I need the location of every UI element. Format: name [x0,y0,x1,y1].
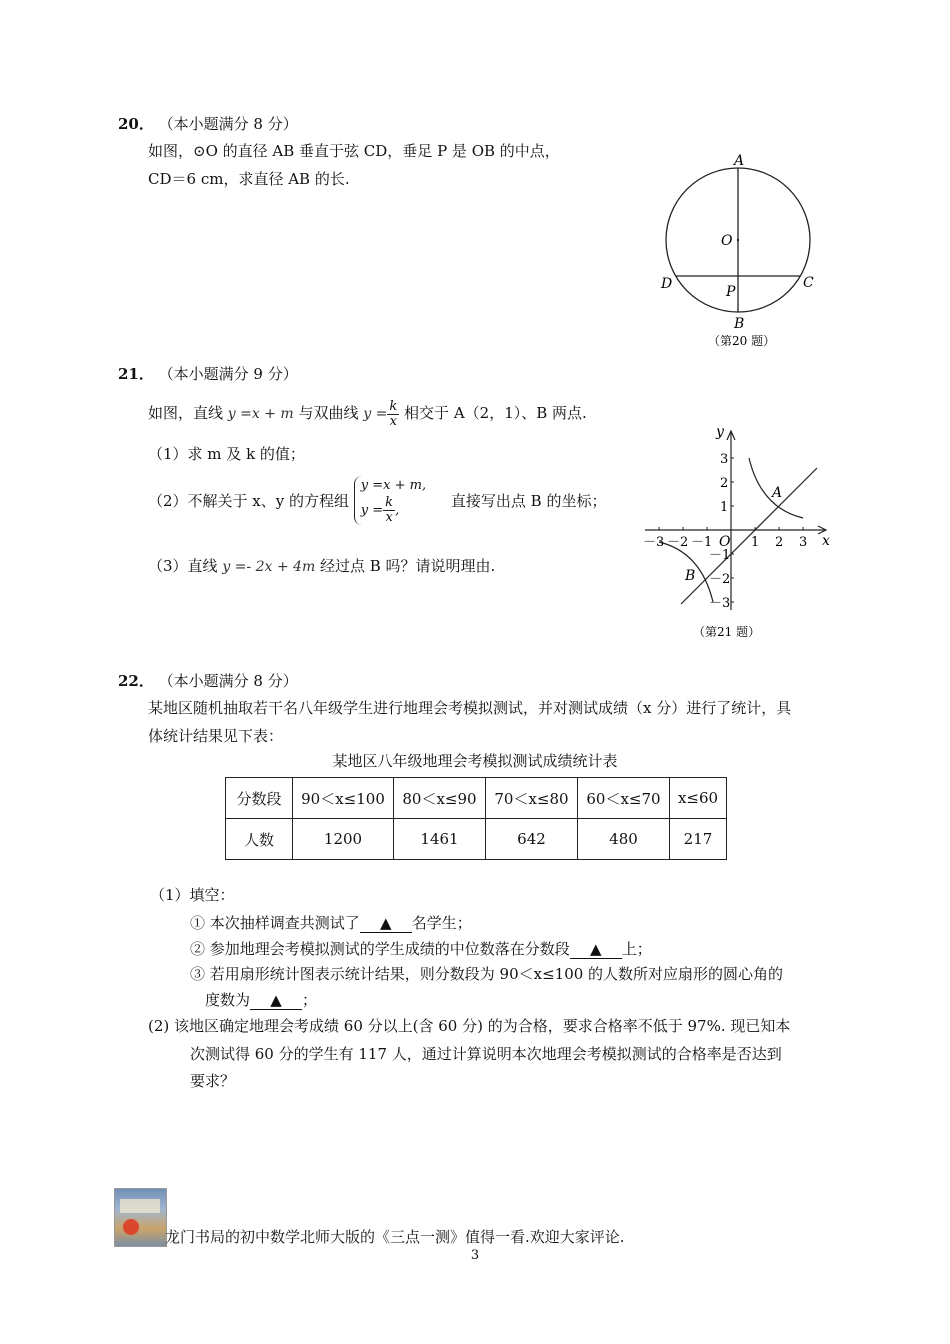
q21-intro-suffix: 相交于 A（2，1）、B 两点. [404,404,587,422]
point-B-label: B [685,568,696,584]
q22-part1-a-prefix: ① 本次抽样调查共测试了 [190,914,360,932]
y-tick-1: 1 [720,500,729,515]
q21-part2 [148,476,606,525]
table-cell: 人数 [226,819,293,860]
system-line2 [361,496,426,525]
q20-number: 20． [118,115,154,133]
score-statistics-table [225,777,727,860]
q22-part1-c-line1: ③ 若用扇形统计图表示统计结果，则分数段为 90＜x≤100 的人数所对应扇形的圆心角的 [190,965,784,983]
q20-text-line2: CD＝6 cm，求直径 AB 的长. [148,170,350,188]
q21-caption: （第21 题） [693,625,761,639]
q22-score: （本小题满分 8 分） [158,672,298,690]
q22-intro-line2: 体统计结果见下表： [148,727,284,745]
x-tick-2: 2 [775,535,784,550]
origin-label: O [719,534,731,550]
q22-number: 22． [118,672,154,690]
q20-score: （本小题满分 8 分） [158,115,298,133]
table-row [226,819,727,860]
q22-part1-b-prefix: ② 参加地理会考模拟测试的学生成绩的中位数落在分数段 [190,940,570,958]
q22-part2-line1: (2) 该地区确定地理会考成绩 60 分以上(含 60 分) 的为合格，要求合格率不低于 97%. 现已知本 [148,1017,791,1035]
x-tick-1: 1 [751,535,760,550]
q21-hyperbola-fraction [387,400,399,429]
table-header-cell: x≤60 [670,778,727,819]
point-A-label: A [772,485,783,501]
system-line2-tail: , [395,503,400,518]
q21-part3 [148,552,495,581]
q21-header [118,363,298,384]
q22-header [118,670,298,691]
q21-intro-mid: 与双曲线 [298,404,359,422]
y-axis-label: y [716,424,724,440]
q22-part1-a-suffix: 名学生； [411,914,472,932]
system-line2-fraction [383,496,395,525]
q22-part1-c-suffix: ； [302,991,318,1009]
q21-part2-suffix: 直接写出点 B 的坐标； [450,492,607,510]
answer-blank[interactable]: ▲ [250,991,302,1010]
q20-header [118,113,298,134]
x-tick-3: 3 [799,535,808,550]
table-header-row [226,778,727,819]
fraction-denominator: x [385,510,393,525]
q22-part1-c-line2 [205,986,317,1014]
answer-blank[interactable]: ▲ [360,914,412,933]
x-tick-neg3: －3 [643,535,665,550]
q22-part1-c-prefix: 度数为 [205,991,251,1009]
label-B: B [734,316,745,332]
book-cover-image [114,1188,167,1247]
x-tick-neg2: －2 [667,535,689,550]
q21-line-equation: y =x + m [227,406,294,422]
q21-part2-prefix: （2）不解关于 x、y 的方程组 [148,492,350,510]
q21-graph-figure [635,420,845,645]
q22-part2-line3: 要求？ [190,1072,236,1090]
table-cell: 480 [578,819,670,860]
label-P: P [726,284,736,300]
table-header-cell: 90＜x≤100 [293,778,394,819]
fraction-denominator: x [389,413,397,429]
fraction-numerator: k [389,398,398,414]
y-tick-neg3: －3 [709,596,731,611]
q21-intro [148,395,587,432]
q22-part1-b-suffix: 上； [621,940,652,958]
y-tick-neg1: －1 [709,548,731,563]
q22-part1-b [190,935,652,963]
q22-part1-title: （1）填空： [150,886,235,904]
label-A: A [734,153,745,169]
table-header-cell: 70＜x≤80 [486,778,578,819]
table-cell: 217 [670,819,727,860]
q22-part1-a [190,909,472,937]
table-cell: 642 [486,819,578,860]
table-header-cell: 80＜x≤90 [394,778,486,819]
label-C: C [803,275,814,291]
q21-part3-prefix: （3）直线 [148,557,218,575]
y-tick-3: 3 [720,452,729,467]
label-D: D [661,276,673,292]
table-header-cell: 分数段 [226,778,293,819]
y-tick-neg2: －2 [709,572,731,587]
q21-hyperbola-lhs: y = [363,406,388,422]
q21-part3-equation: y =- 2x + 4m [222,559,316,575]
table-cell: 1200 [293,819,394,860]
q20-circle-figure [650,145,830,355]
system-line1: y =x + m, [360,478,427,493]
q21-equation-system [354,476,426,525]
q21-part3-suffix: 经过点 B 吗？请说明理由. [320,557,496,575]
q22-part2-line2: 次测试得 60 分的学生有 117 人，通过计算说明本次地理会考模拟测试的合格率是否达到 [190,1045,782,1063]
q21-intro-prefix: 如图，直线 [148,404,224,422]
y-tick-labels [709,452,730,611]
table-cell: 1461 [394,819,486,860]
q20-caption: （第20 题） [708,334,776,348]
q22-table-title: 某地区八年级地理会考模拟测试成绩统计表 [332,752,618,770]
table-header-cell: 60＜x≤70 [578,778,670,819]
x-axis-label: x [822,533,830,549]
center-dot [737,239,739,241]
fraction-numerator: k [385,495,394,510]
q21-number: 21． [118,365,154,383]
y-tick-2: 2 [720,476,729,491]
answer-blank[interactable]: ▲ [570,940,622,959]
x-tick-neg1: －1 [691,535,713,550]
system-line2-lhs: y = [360,503,384,518]
q21-part1: （1）求 m 及 k 的值； [148,445,305,463]
page-number: 3 [470,1248,480,1263]
q22-intro-line1: 某地区随机抽取若干名八年级学生进行地理会考模拟测试，并对测试成绩（x 分）进行了统计，具 [148,699,792,717]
q21-score: （本小题满分 9 分） [158,365,298,383]
q20-text-line1: 如图，⊙O 的直径 AB 垂直于弦 CD，垂足 P 是 OB 的中点， [148,142,560,160]
label-O: O [721,233,733,249]
footer-ad-text: 龙门书局的初中数学北师大版的《三点一测》值得一看.欢迎大家评论. [165,1228,625,1246]
